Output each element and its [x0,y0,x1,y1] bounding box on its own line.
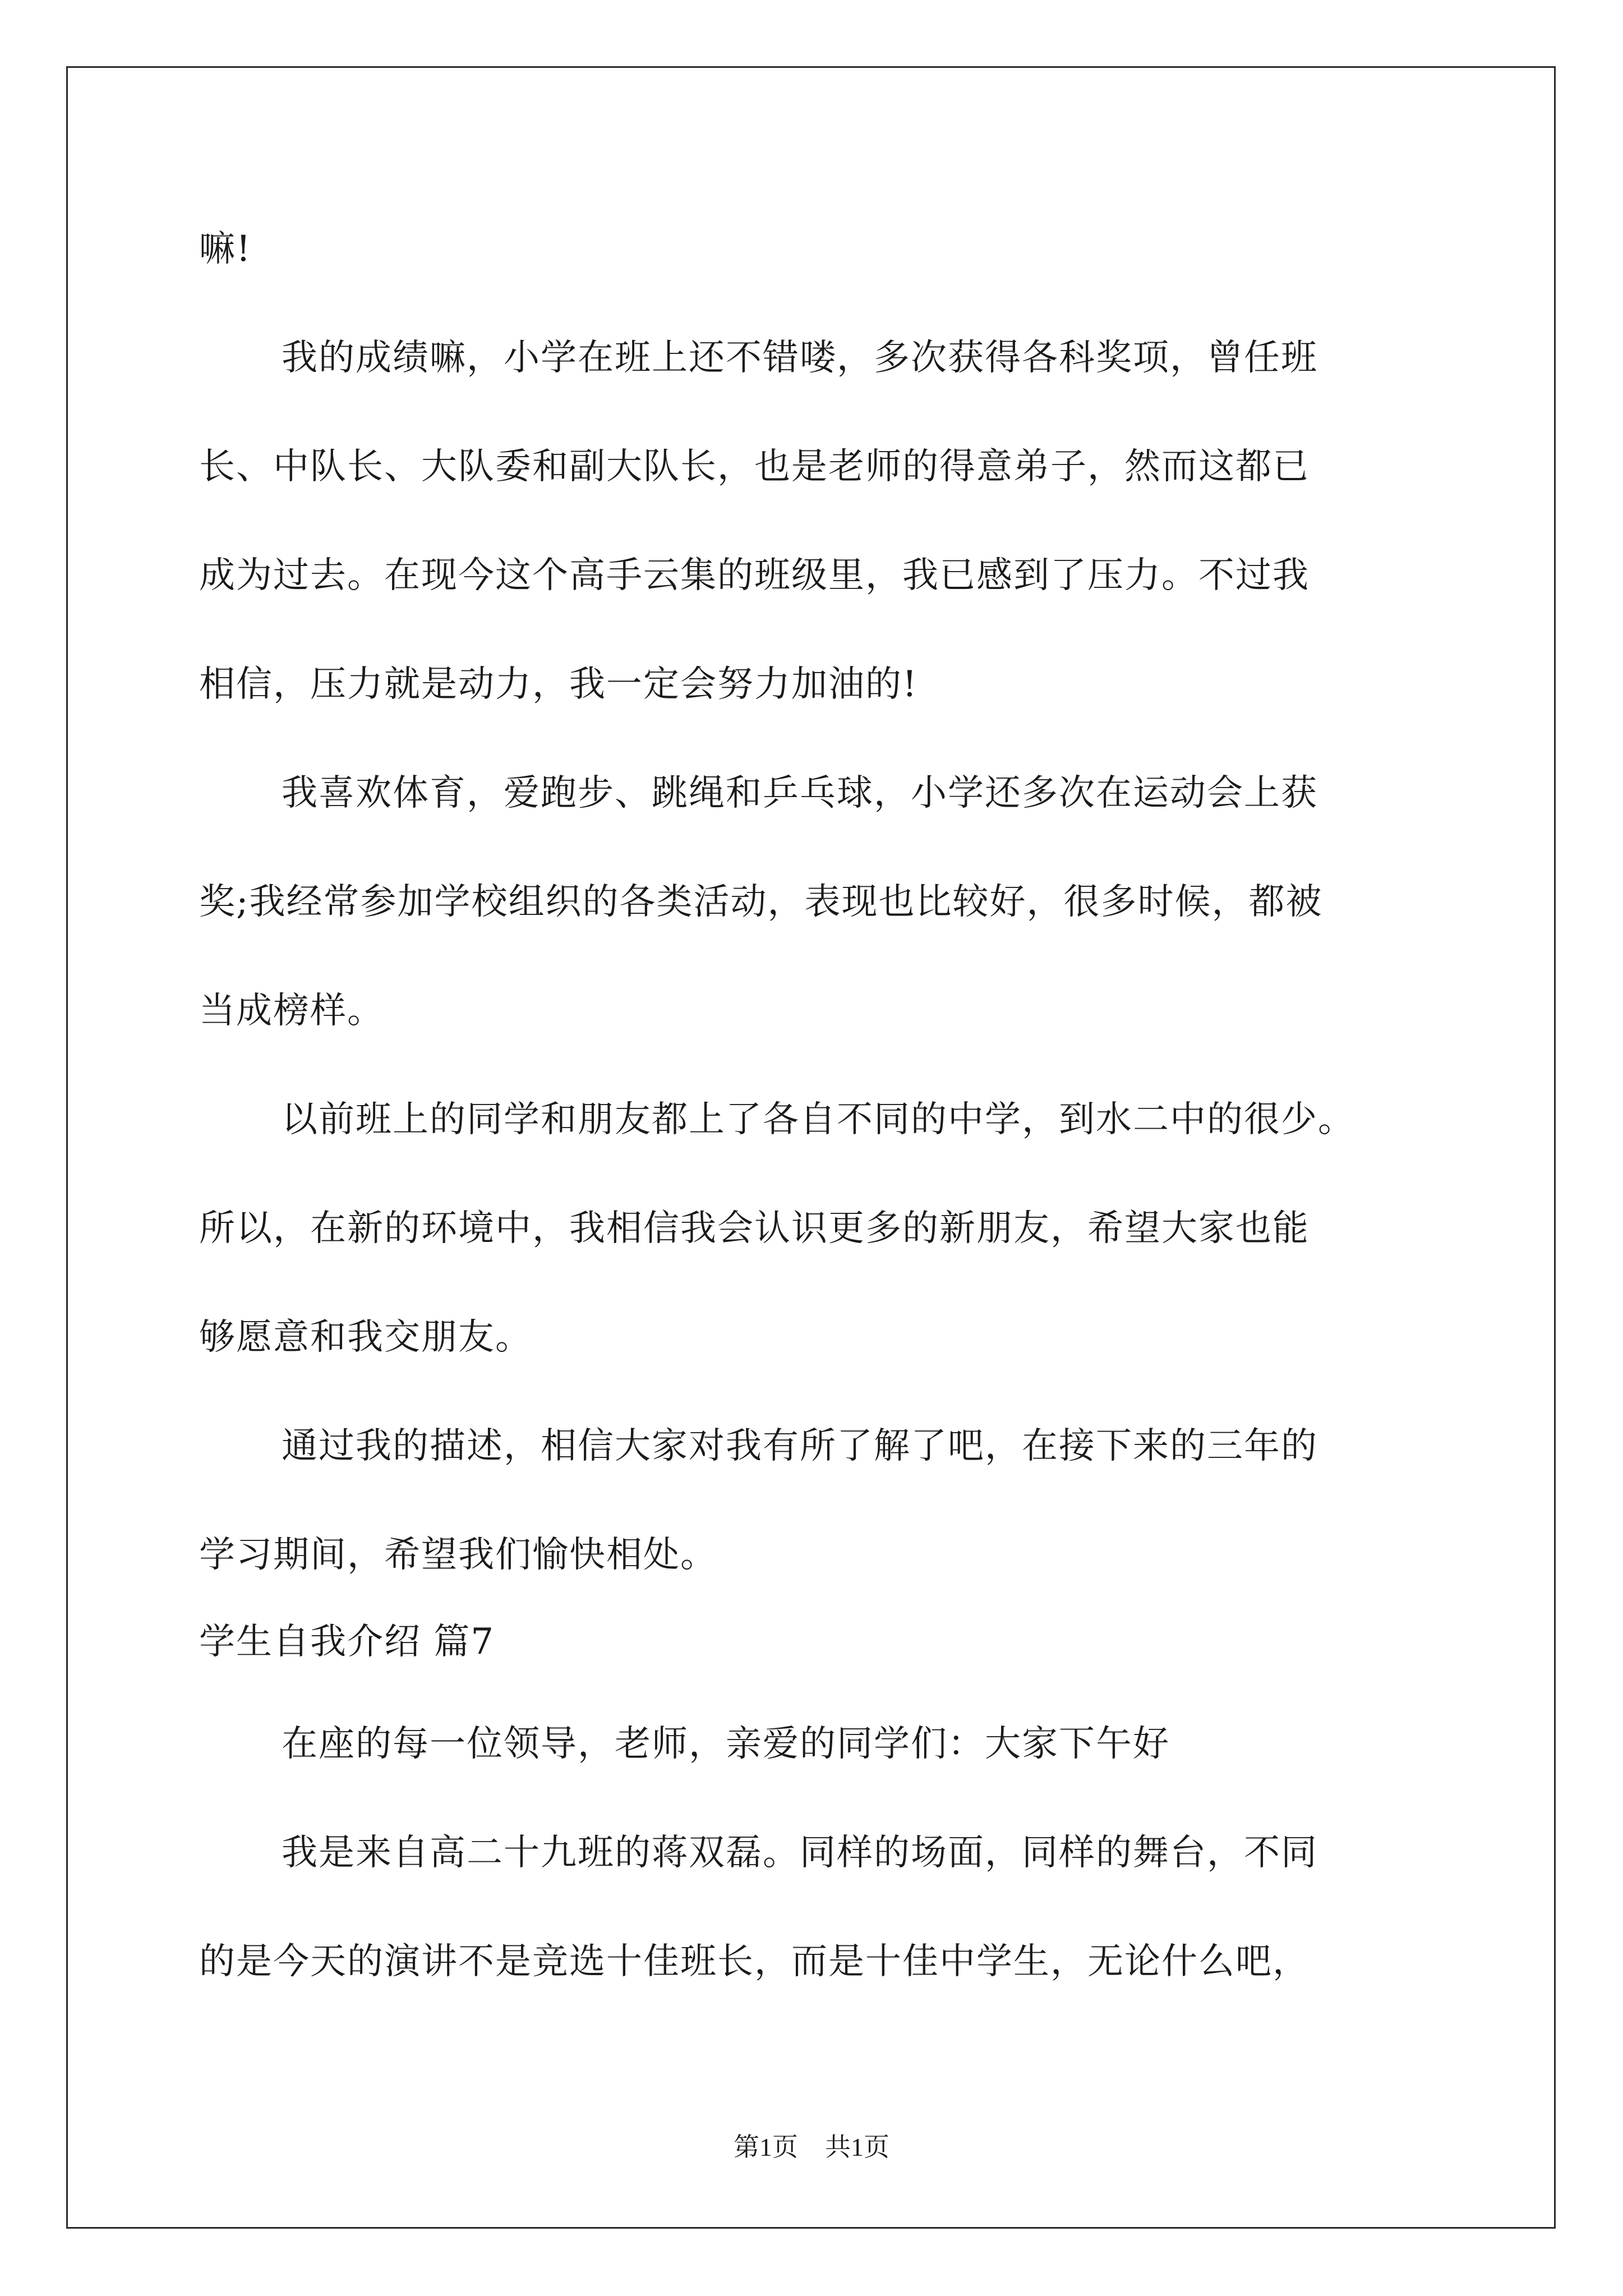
paragraph-line: 奖;我经常参加学校组织的各类活动，表现也比较好，很多时候，都被 [199,881,1323,923]
paragraph-line: 通过我的描述，相信大家对我有所了解了吧，在接下来的三年的 [282,1425,1318,1467]
paragraph-line: 长、中队长、大队委和副大队长，也是老师的得意弟子，然而这都已 [199,446,1310,487]
page-border [66,66,1556,2229]
paragraph-line: 当成榜样。 [199,990,384,1032]
section-heading: 学生自我介绍 篇7 [199,1621,495,1663]
paragraph-line: 学习期间，希望我们愉快相处。 [199,1534,717,1576]
paragraph-line: 的是今天的演讲不是竞选十佳班长，而是十佳中学生，无论什么吧， [199,1941,1310,1982]
paragraph-line: 成为过去。在现今这个高手云集的班级里，我已感到了压力。不过我 [199,555,1310,596]
paragraph-line: 以前班上的同学和朋友都上了各自不同的中学，到水二中的很少。 [282,1099,1355,1140]
paragraph-line: 我喜欢体育，爱跑步、跳绳和乒乓球，小学还多次在运动会上获 [282,772,1318,814]
paragraph-line: 相信，压力就是动力，我一定会努力加油的! [199,664,918,705]
page-footer [0,2131,1623,2164]
paragraph-line: 所以，在新的环境中，我相信我会认识更多的新朋友，希望大家也能 [199,1208,1310,1249]
text-line: 嘛! [199,228,252,270]
current-page-number: 第1页 [734,2133,798,2161]
paragraph-line: 够愿意和我交朋友。 [199,1317,532,1358]
paragraph-line: 我是来自高二十九班的蒋双磊。同样的场面，同样的舞台，不同 [282,1832,1318,1874]
paragraph-line: 在座的每一位领导，老师，亲爱的同学们：大家下午好 [282,1723,1170,1765]
paragraph-line: 我的成绩嘛，小学在班上还不错喽，多次获得各科奖项，曾任班 [282,337,1318,379]
total-pages: 共1页 [825,2133,889,2161]
